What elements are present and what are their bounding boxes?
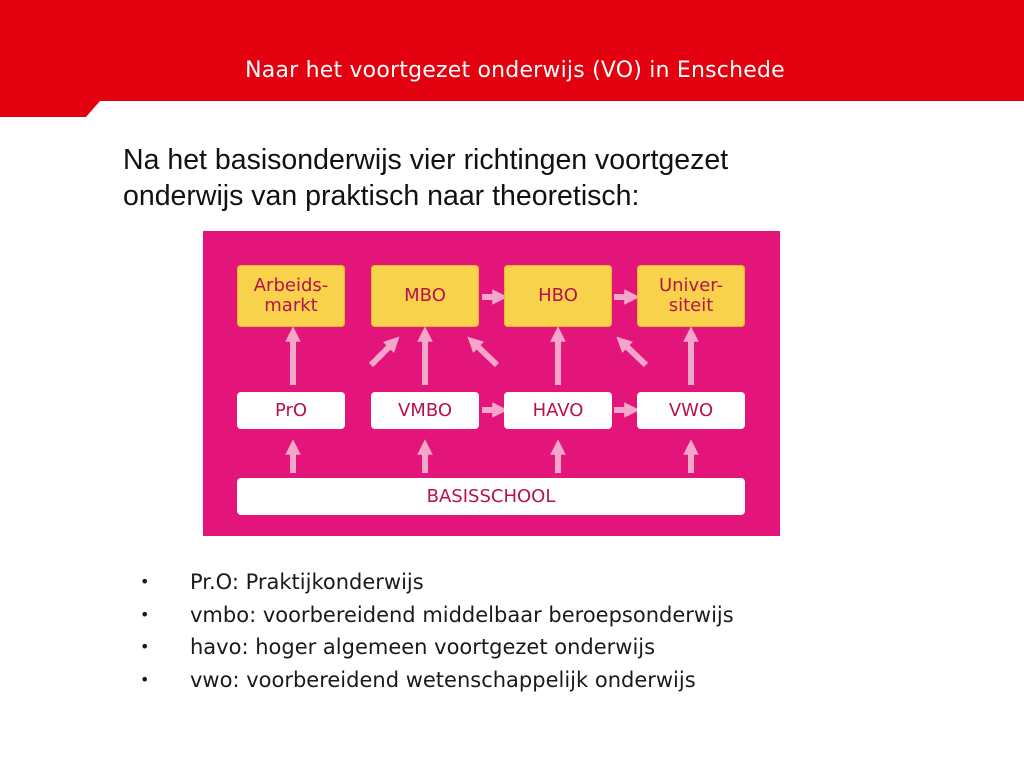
box-mbo <box>371 265 479 327</box>
header-title: Naar het voortgezet onderwijs (VO) in Enschede <box>245 58 785 83</box>
box-vmbo-label: VMBO <box>397 399 453 421</box>
box-basisschool-label: BASISSCHOOL <box>426 485 556 507</box>
box-mbo-label: MBO <box>404 285 446 306</box>
box-vwo <box>637 392 745 429</box>
arrow-havo-to-mbo <box>473 342 497 365</box>
list-item <box>140 631 734 664</box>
abbreviation-list <box>140 566 734 696</box>
list-item-text: havo: hoger algemeen voortgezet onderwijs <box>190 635 656 659</box>
heading-line-2: onderwijs van praktisch naar theoretisch: <box>123 180 640 212</box>
box-vmbo <box>371 392 479 429</box>
box-universiteit-line1: Univer- <box>658 275 724 296</box>
box-pro <box>237 392 345 429</box>
bullet-icon: • <box>140 604 150 624</box>
box-arbeidsmarkt <box>237 265 345 327</box>
bullet-icon: • <box>140 637 150 656</box>
heading-line-1: Na het basisonderwijs vier richtingen voortgezet <box>123 144 729 176</box>
box-universiteit-line2: siteit <box>668 295 714 316</box>
box-hbo <box>504 265 612 327</box>
box-pro-label: PrO <box>274 399 308 421</box>
list-item-text: vmbo: voorbereidend middelbaar beroepsonderwijs <box>190 602 734 627</box>
list-item-text: Pr.O: Praktijkonderwijs <box>190 570 424 594</box>
list-item <box>140 566 734 599</box>
list-item <box>140 599 734 632</box>
box-basisschool <box>237 478 745 515</box>
box-havo <box>504 392 612 429</box>
bullet-icon: • <box>140 669 150 689</box>
box-arbeidsmarkt-line1: Arbeids- <box>253 275 329 296</box>
arrow-vwo-to-hbo <box>622 342 646 365</box>
bullet-icon: • <box>140 572 150 591</box>
box-havo-label: HAVO <box>532 399 584 421</box>
page-heading <box>123 142 883 214</box>
box-universiteit <box>637 265 745 327</box>
box-arbeidsmarkt-line2: markt <box>264 295 318 316</box>
list-item <box>140 664 734 697</box>
box-hbo-label: HBO <box>538 285 578 306</box>
box-vwo-label: VWO <box>668 399 714 421</box>
education-pathway-diagram <box>203 231 780 536</box>
list-item-text: vwo: voorbereidend wetenschappelijk onderwijs <box>190 667 696 692</box>
arrow-vmbo-to-arbeidsmarkt <box>371 342 394 365</box>
